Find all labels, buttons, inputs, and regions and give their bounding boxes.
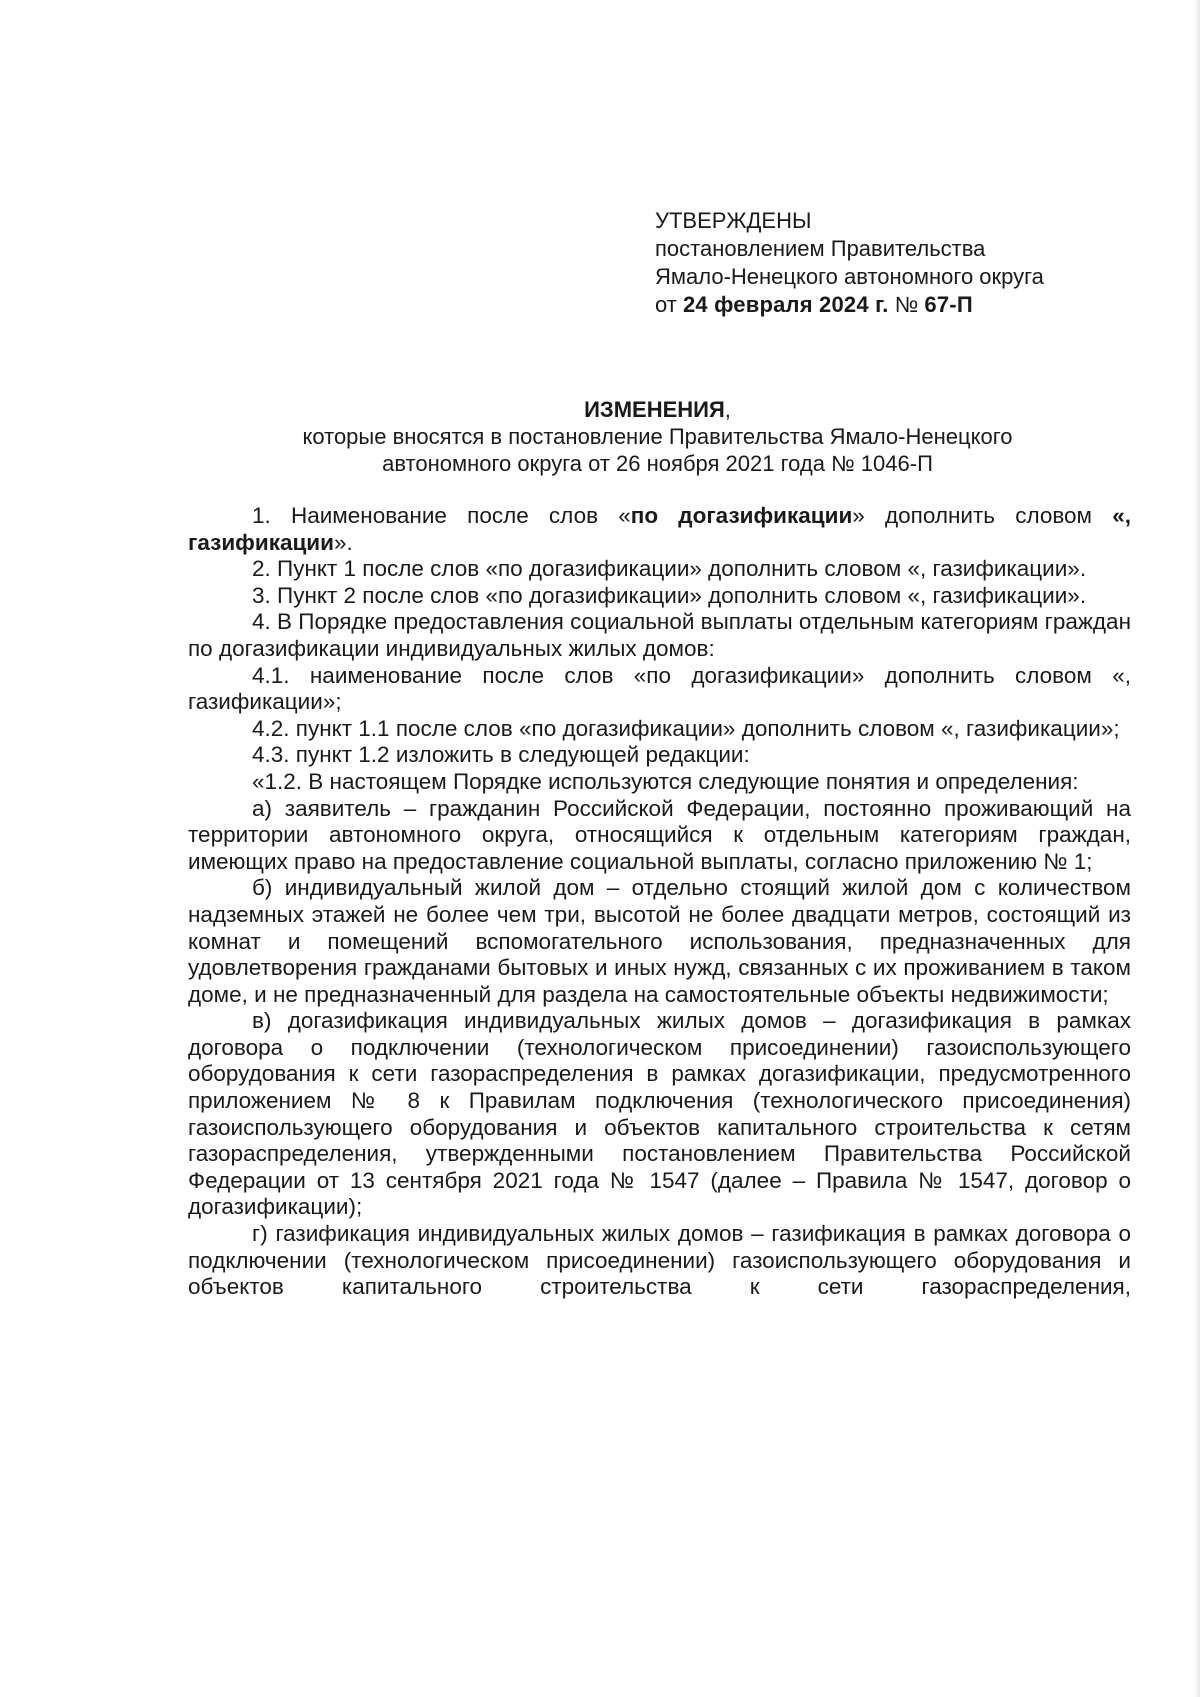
document-body [188, 503, 1131, 1301]
heading-title-suffix: , [724, 397, 731, 422]
approval-line-2: Ямало-Ненецкого автономного округа [655, 264, 1044, 289]
paragraph-1-bold-phrase: по догазификации [630, 503, 853, 528]
document-heading [185, 396, 1130, 477]
heading-subtitle-line-2: автономного округа от 26 ноября 2021 года № 1046-П [382, 451, 933, 476]
approval-number: 67-П [924, 292, 973, 317]
paragraph-1-text-e: ». [333, 529, 353, 555]
approval-title: УТВЕРЖДЕНЫ [655, 208, 812, 233]
paragraph-4: 4. В Порядке предоставления социальной выплаты отдельным категориям граждан по догазификации индивидуальных жилых домов: [188, 609, 1131, 661]
heading-title: ИЗМЕНЕНИЯ [584, 397, 725, 422]
page-edge-shadow [1194, 0, 1200, 1697]
approval-date-line [655, 291, 1135, 319]
paragraph-4-2: 4.2. пункт 1.1 после слов «по догазификации» дополнить словом «, газификации»; [252, 715, 1120, 741]
approval-date-prefix: от [655, 292, 683, 317]
approval-date: 24 февраля 2024 г. [682, 292, 889, 317]
approval-stamp [655, 207, 1135, 319]
paragraph-1-text-a: 1. Наименование после слов « [252, 503, 631, 528]
paragraph-a: а) заявитель – гражданин Российской Федерации, постоянно проживающий на территории автономного округа, относящийся к отдельным категориям граждан, имеющих право на предоставление социальной выплаты, согласно приложению № 1; [188, 795, 1131, 874]
approval-line-1: постановлением Правительства [655, 236, 986, 261]
heading-subtitle-line-1: которые вносятся в постановление Правительства Ямало-Ненецкого [302, 424, 1013, 449]
paragraph-v: в) догазификация индивидуальных жилых домов – догазификация в рамках договора о подключении (технологическом присоединении) газоиспользующего оборудования к сети газораспределения в рамках догазификации, предусмотренного приложением № 8 к Правилам подключения (технологического присоединения) газоиспользующего оборудования и объектов капитального строительства к сетям газораспределения, утвержденными постановлением Правительства Российской Федерации от 13 сентября 2021 года № 1547 (далее – Правила № 1547, договор о догазификации); [188, 1008, 1131, 1220]
paragraph-b: б) индивидуальный жилой дом – отдельно стоящий жилой дом с количеством надземных этажей не более чем три, высотой не более двадцати метров, состоящий из комнат и помещений вспомогательного использования, предназначенных для удовлетворения гражданами бытовых и иных нужд, связанных с их проживанием в таком доме, и не предназначенный для раздела на самостоятельные объекты недвижимости; [188, 875, 1131, 1007]
heading-title-line [185, 396, 1130, 423]
paragraph-g: г) газификация индивидуальных жилых домов – газификация в рамках договора о подключении (технологическом присоединении) газоиспользующего оборудования и объектов капитального строительства к сети газораспределения, [188, 1221, 1131, 1300]
paragraph-4-1: 4.1. наименование после слов «по догазификации» дополнить словом «, газификации»; [188, 662, 1131, 715]
paragraph-1 [188, 503, 1131, 556]
paragraph-1-text-c: » дополнить словом [852, 503, 1113, 528]
paragraph-4-3: 4.3. пункт 1.2 изложить в следующей редакции: [252, 742, 750, 768]
paragraph-1-2: «1.2. В настоящем Порядке используются следующие понятия и определения: [252, 768, 1079, 794]
approval-number-prefix: № [888, 292, 925, 317]
paragraph-1-bold-word: «, газификации [188, 503, 1131, 555]
paragraph-2: 2. Пункт 1 после слов «по догазификации» дополнить словом «, газификации». [252, 556, 1087, 582]
paragraph-3: 3. Пункт 2 после слов «по догазификации» дополнить словом «, газификации». [252, 582, 1087, 608]
